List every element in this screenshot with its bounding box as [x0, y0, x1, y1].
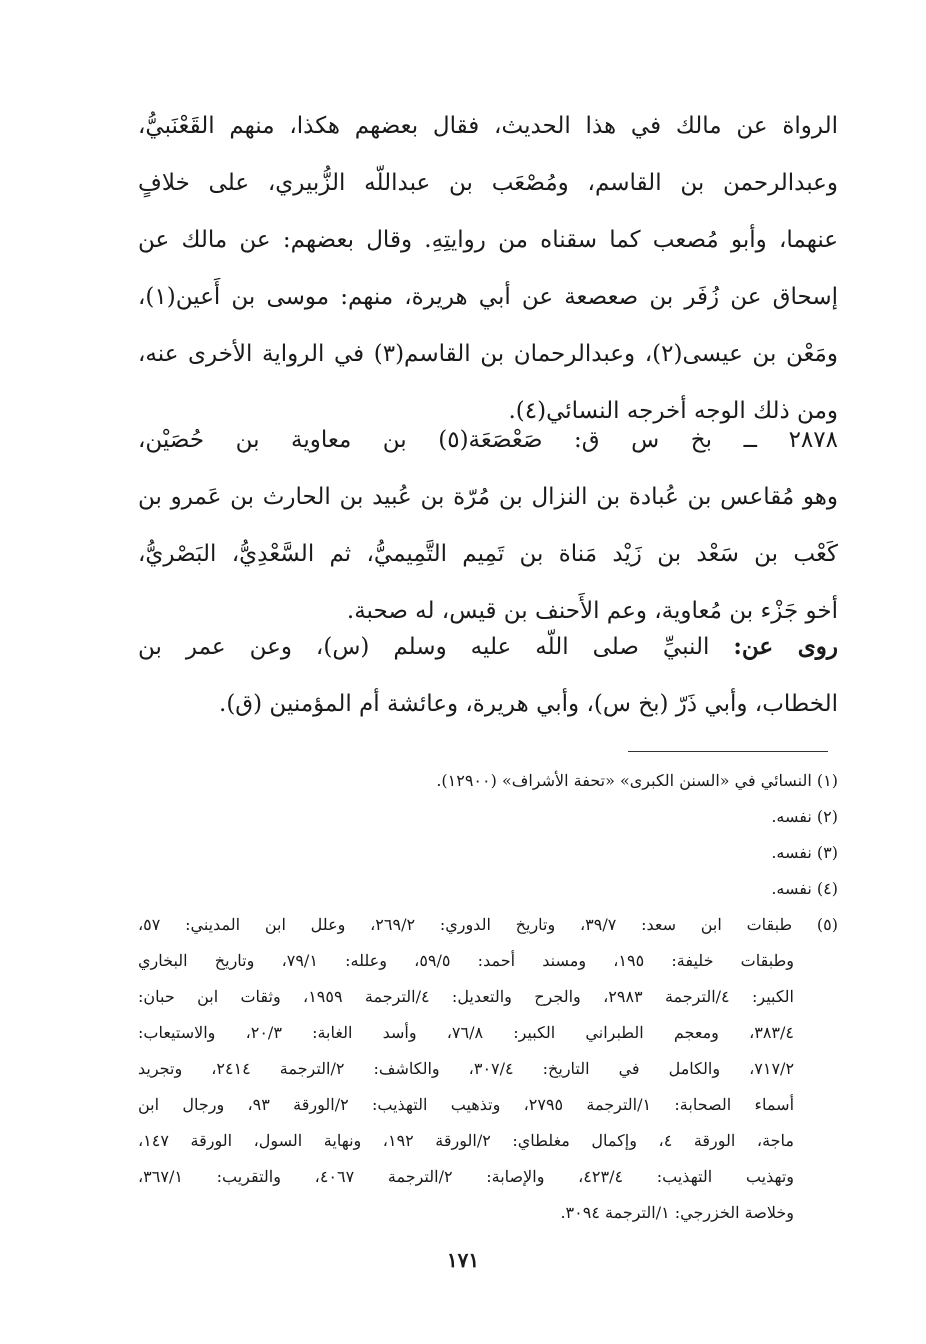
footnote-divider	[628, 751, 828, 752]
footnote-4: (٤) نفسه.	[771, 879, 838, 898]
footnotes	[138, 763, 838, 1231]
footnote-line: ٣٨٣/٤، ومعجم الطبراني الكبير: ٧٦/٨، وأسد الغابة: ٢٠/٣، والاستيعاب:	[138, 1023, 794, 1042]
text-line: كَعْب بن سَعْد بن زَيْد مَناة بن تَمِيم التَّمِيميُّ، ثم السَّعْدِيُّ، البَصْريُّ،	[138, 541, 838, 567]
footnote-line: أسماء الصحابة: ١/الترجمة ٢٧٩٥، وتذهيب التهذيب: ٢/الورقة ٩٣، ورجال ابن	[138, 1095, 795, 1114]
text-line: ومَعْن بن عيسى(٢)، وعبدالرحمان بن القاسم(٣) في الرواية الأخرى عنه،	[138, 341, 838, 367]
footnote-line: وخلاصة الخزرجي: ١/الترجمة ٣٠٩٤.	[560, 1203, 794, 1222]
text-line: عنهما، وأبو مُصعب كما سقناه من روايتِهِ. وقال بعضهم: عن مالك عن	[138, 227, 838, 253]
text-line: ومن ذلك الوجه أخرجه النسائي(٤).	[508, 398, 838, 424]
paragraph-narrated-from	[138, 618, 838, 733]
footnote-1: (١) النسائي في «السنن الكبرى» «تحفة الأشراف» (١٢٩٠٠).	[436, 771, 838, 790]
footnote-3: (٣) نفسه.	[771, 843, 838, 862]
footnote-line: ٧١٧/٢، والكامل في التاريخ: ٣٠٧/٤، والكاشف: ٢/الترجمة ٢٤١٤، وتجريد	[138, 1059, 795, 1078]
footnote-2: (٢) نفسه.	[771, 807, 838, 826]
footnote-line: ماجة، الورقة ٤، وإكمال مغلطاي: ٢/الورقة ١٩٢، ونهاية السول، الورقة ١٤٧،	[138, 1131, 794, 1150]
text-line: وعبدالرحمن بن القاسم، ومُصْعَب بن عبداللّه الزُّبيري، على خلافٍ	[138, 170, 838, 196]
footnote-line: وطبقات خليفة: ١٩٥، ومسند أحمد: ٥٩/٥، وعلله: ٧٩/١، وتاريخ البخاري	[138, 951, 795, 970]
text-line	[138, 618, 838, 676]
footnote-line: وتهذيب التهذيب: ٤٢٣/٤، والإصابة: ٢/الترجمة ٤٠٦٧، والتقريب: ٣٦٧/١،	[138, 1167, 795, 1186]
narrated-from-label: روى عن:	[733, 633, 839, 660]
paragraph-narrators	[138, 98, 838, 440]
text-line: وهو مُقاعس بن عُبادة بن النزال بن مُرّة بن عُبيد بن الحارث بن عَمرو بن	[138, 484, 838, 510]
text-line: الرواة عن مالك في هذا الحديث، فقال بعضهم هكذا، منهم القَعْنَبيُّ،	[138, 113, 838, 139]
entry-heading-line: ٢٨٧٨ ــ بخ س ق: صَعْصَعَة(٥) بن معاوية بن حُصَيْن،	[138, 427, 838, 453]
text-line: أخو جَزْء بن مُعاوية، وعم الأَحنف بن قيس، له صحبة.	[346, 598, 838, 624]
footnote-line: (٥) طبقات ابن سعد: ٣٩/٧، وتاريخ الدوري: ٢٦٩/٢، وعلل ابن المديني: ٥٧،	[138, 915, 839, 934]
text-line: الخطاب، وأبي ذَرّ (بخ س)، وأبي هريرة، وعائشة أم المؤمنين (ق).	[219, 691, 838, 717]
page-number: ١٧١	[446, 1248, 480, 1272]
entry-biography	[138, 412, 838, 640]
footnote-5	[138, 907, 838, 1231]
footnote-line: الكبير: ٤/الترجمة ٢٩٨٣، والجرح والتعديل: ٤/الترجمة ١٩٥٩، وثقات ابن حبان:	[138, 987, 795, 1006]
text-line: إسحاق عن زُفَر بن صعصعة عن أبي هريرة، منهم: موسى بن أَعين(١)،	[138, 284, 838, 310]
text-segment: النبيِّ صلى اللّه عليه وسلم (س)، وعن عمر بن	[138, 634, 710, 660]
